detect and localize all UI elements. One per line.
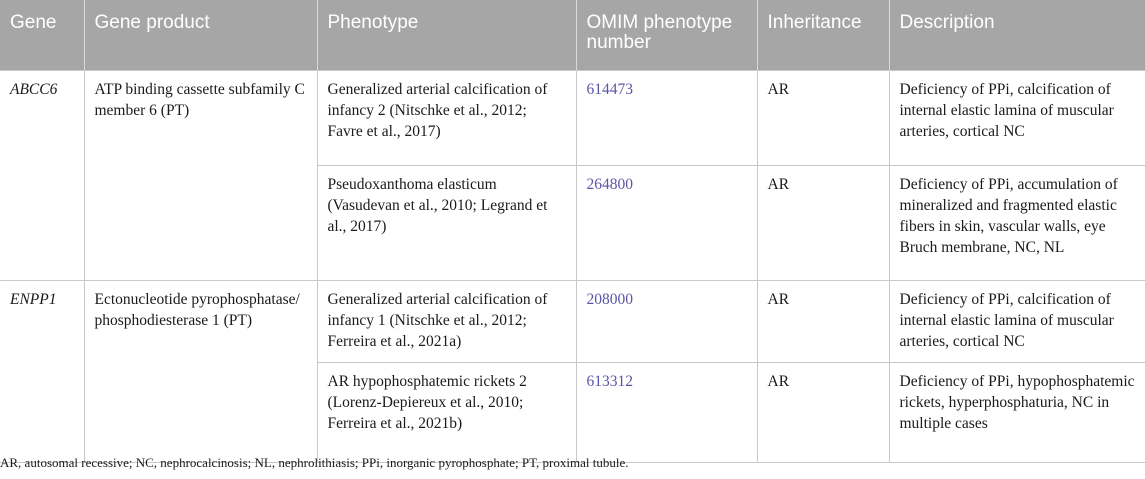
inheritance-cell: AR — [757, 362, 889, 462]
gene-product-cell: Ectonucleotide pyrophosphatase/ phosphodiesterase 1 (PT) — [84, 280, 317, 462]
inheritance-cell: AR — [757, 280, 889, 362]
header-gene-product: Gene product — [84, 0, 317, 70]
omim-link[interactable]: 614473 — [576, 70, 757, 165]
omim-link[interactable]: 208000 — [576, 280, 757, 362]
omim-link[interactable]: 613312 — [576, 362, 757, 462]
gene-cell: ABCC6 — [0, 70, 84, 280]
header-omim: OMIM phenotype number — [576, 0, 757, 70]
table-row — [0, 70, 1145, 165]
description-cell: Deficiency of PPi, accumulation of mineralized and fragmented elastic fibers in skin, vascular walls, eye Bruch membrane, NC, NL — [889, 165, 1145, 280]
inheritance-cell: AR — [757, 165, 889, 280]
omim-link[interactable]: 264800 — [576, 165, 757, 280]
table-footnote: AR, autosomal recessive; NC, nephrocalcinosis; NL, nephrolithiasis; PPi, inorganic pyrophosphate; PT, proximal tubule. — [0, 455, 629, 470]
header-gene: Gene — [0, 0, 84, 70]
description-cell: Deficiency of PPi, hypophosphatemic rickets, hyperphosphaturia, NC in multiple cases — [889, 362, 1145, 462]
inheritance-cell: AR — [757, 70, 889, 165]
header-inheritance: Inheritance — [757, 0, 889, 70]
phenotype-cell: Generalized arterial calcification of infancy 1 (Nitschke et al., 2012; Ferreira et al., 2021a) — [317, 280, 576, 362]
description-cell: Deficiency of PPi, calcification of internal elastic lamina of muscular arteries, cortical NC — [889, 70, 1145, 165]
phenotype-cell: Generalized arterial calcification of infancy 2 (Nitschke et al., 2012; Favre et al., 2017) — [317, 70, 576, 165]
table-row — [0, 280, 1145, 362]
phenotype-cell: Pseudoxanthoma elasticum (Vasudevan et al., 2010; Legrand et al., 2017) — [317, 165, 576, 280]
description-cell: Deficiency of PPi, calcification of internal elastic lamina of muscular arteries, cortical NC — [889, 280, 1145, 362]
phenotype-cell: AR hypophosphatemic rickets 2 (Lorenz-Depiereux et al., 2010; Ferreira et al., 2021b) — [317, 362, 576, 462]
header-description: Description — [889, 0, 1145, 70]
gene-cell: ENPP1 — [0, 280, 84, 462]
gene-product-cell: ATP binding cassette subfamily C member 6 (PT) — [84, 70, 317, 280]
header-row — [0, 0, 1145, 70]
header-phenotype: Phenotype — [317, 0, 576, 70]
